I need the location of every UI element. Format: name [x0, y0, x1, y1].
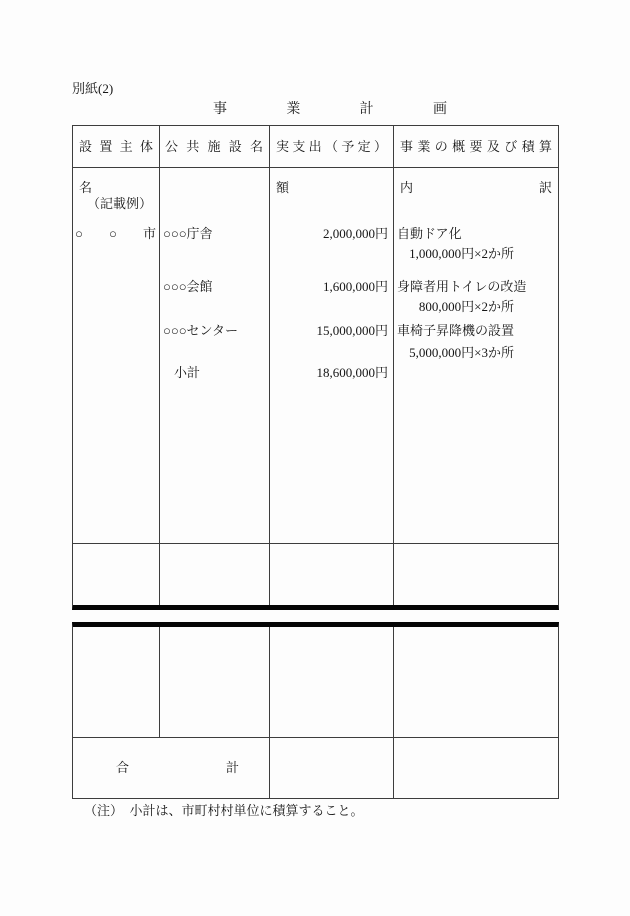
column-divider [269, 126, 270, 605]
total-label: 合 計 [116, 760, 239, 775]
row-divider [73, 543, 558, 544]
header-cell-overview: 事 業 の 概 要 及 び 積 算 内 訳 [400, 139, 552, 195]
summary-text: 自動ドア化 [397, 226, 462, 241]
header-cell-entity: 設 置 主 体 名 [79, 139, 153, 195]
subtotal-amount: 18,600,000円 [316, 365, 388, 380]
page-title: 事 業 計 画 [213, 102, 447, 117]
header-cell-amount: 実 支 出 （ 予 定 ） 額 [276, 139, 387, 195]
facility-name: ○○○センター [163, 323, 239, 338]
plan-table [72, 125, 559, 610]
attachment-label: 別紙(2) [72, 81, 114, 96]
facility-name: ○○○庁舎 [163, 226, 213, 241]
summary-text: 身障者用トイレの改造 [397, 279, 527, 294]
total-table [72, 622, 559, 799]
column-divider [269, 627, 270, 798]
column-divider [159, 126, 160, 605]
facility-name: ○○○会館 [163, 279, 213, 294]
detail-text: 800,000円×2か所 [418, 299, 514, 314]
amount-value: 1,600,000円 [322, 279, 388, 294]
column-divider [159, 627, 160, 737]
summary-text: 車椅子昇降機の設置 [397, 323, 515, 338]
amount-value: 2,000,000円 [322, 226, 388, 241]
note-text: （注） 小計は、市町村村単位に積算すること。 [84, 803, 364, 818]
example-label: （記載例） [87, 196, 153, 211]
column-divider [393, 126, 394, 605]
header-cell-facility: 公 共 施 設 名 [165, 139, 263, 154]
entity-name: ○ ○ 市 [75, 226, 156, 241]
column-divider [393, 627, 394, 798]
subtotal-label: 小計 [174, 365, 201, 380]
detail-text: 5,000,000円×3か所 [409, 345, 514, 360]
amount-value: 15,000,000円 [316, 323, 388, 338]
detail-text: 1,000,000円×2か所 [409, 246, 514, 261]
